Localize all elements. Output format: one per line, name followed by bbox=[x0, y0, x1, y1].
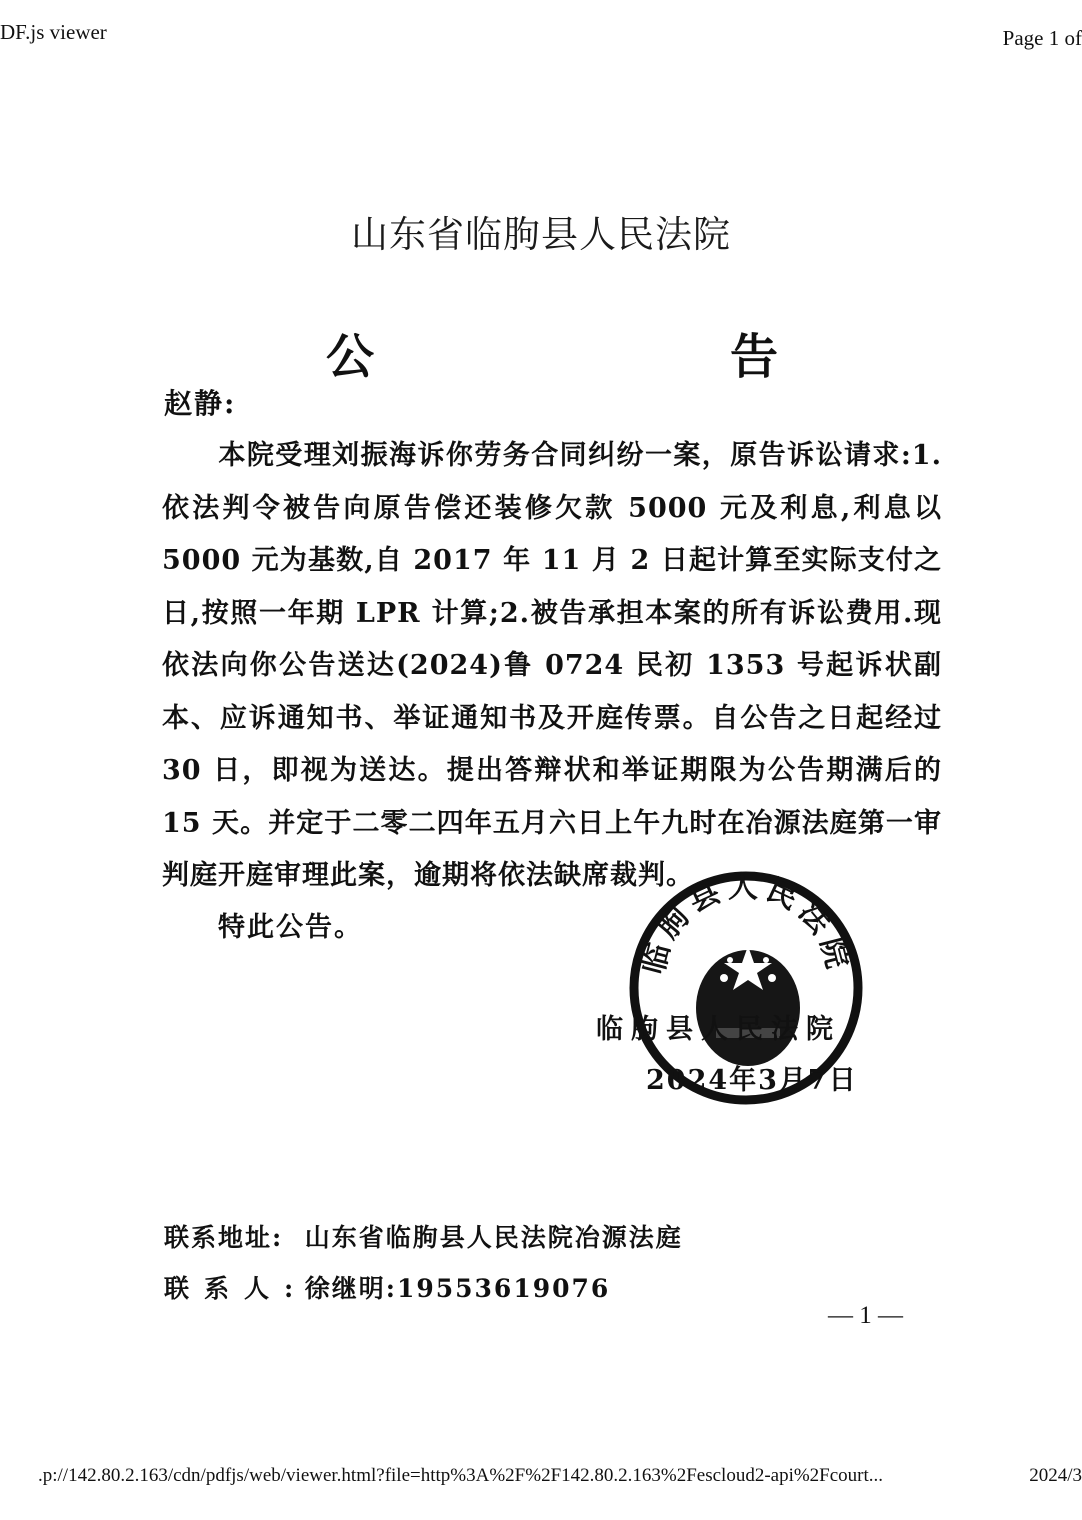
footer-date: 2024/3 bbox=[1029, 1465, 1082, 1486]
closing-phrase: 特此公告。 bbox=[218, 912, 363, 943]
footer-url: .p://142.80.2.163/cdn/pdfjs/web/viewer.html?file=http%3A%2F%2F142.80.2.163%2Fescloud2-api%2Fcourt... bbox=[38, 1465, 884, 1486]
contact-person-label: 联系人: bbox=[164, 1274, 309, 1303]
addressee: 赵静: bbox=[164, 387, 237, 420]
contact-address-row bbox=[164, 1218, 683, 1254]
viewer-title: DF.js viewer bbox=[0, 20, 107, 44]
contact-address-value: 山东省临朐县人民法院冶源法庭 bbox=[304, 1223, 683, 1252]
contact-person-row bbox=[164, 1269, 610, 1305]
page-count: Page 1 of bbox=[1002, 26, 1082, 50]
contact-person-value: 徐继明:19553619076 bbox=[304, 1274, 611, 1303]
notice-title-first-char: 公 bbox=[326, 329, 375, 385]
contact-address-label: 联系地址: bbox=[164, 1223, 284, 1252]
seal-text: 临朐县人民法院 bbox=[635, 869, 857, 978]
notice-body-text: 本院受理刘振海诉你劳务合同纠纷一案，原告诉讼请求:1.依法判令被告向原告偿还装修欠款 5000 元及利息,利息以 5000 元为基数,自 2017 年 11 月 2 日起计算至实际支付之日,按照一年期 LPR 计算;2.被告承担本案的所有诉讼费用.现依法向你公告送达(2024)鲁 0724 民初 1353 号起诉状副本、应诉通知书、举证通知书及开庭传票。自公告之日起经过 30 日，即视为送达。提出答辩状和举证期限为公告期满后的 15 天。并定于二零二四年五月六日上午九时在冶源法庭第一审判庭开庭审理此案，逾期将依法缺席裁判。 bbox=[162, 440, 942, 891]
court-name-heading: 山东省临朐县人民法院 bbox=[351, 213, 731, 256]
notice-body bbox=[162, 430, 942, 903]
page-number: — 1 — bbox=[828, 1302, 903, 1329]
signature-court-name: 临朐县人民法院 bbox=[596, 1014, 841, 1045]
notice-title-second-char: 告 bbox=[730, 329, 779, 385]
signature-date: 2024年3月7日 bbox=[646, 1065, 858, 1096]
